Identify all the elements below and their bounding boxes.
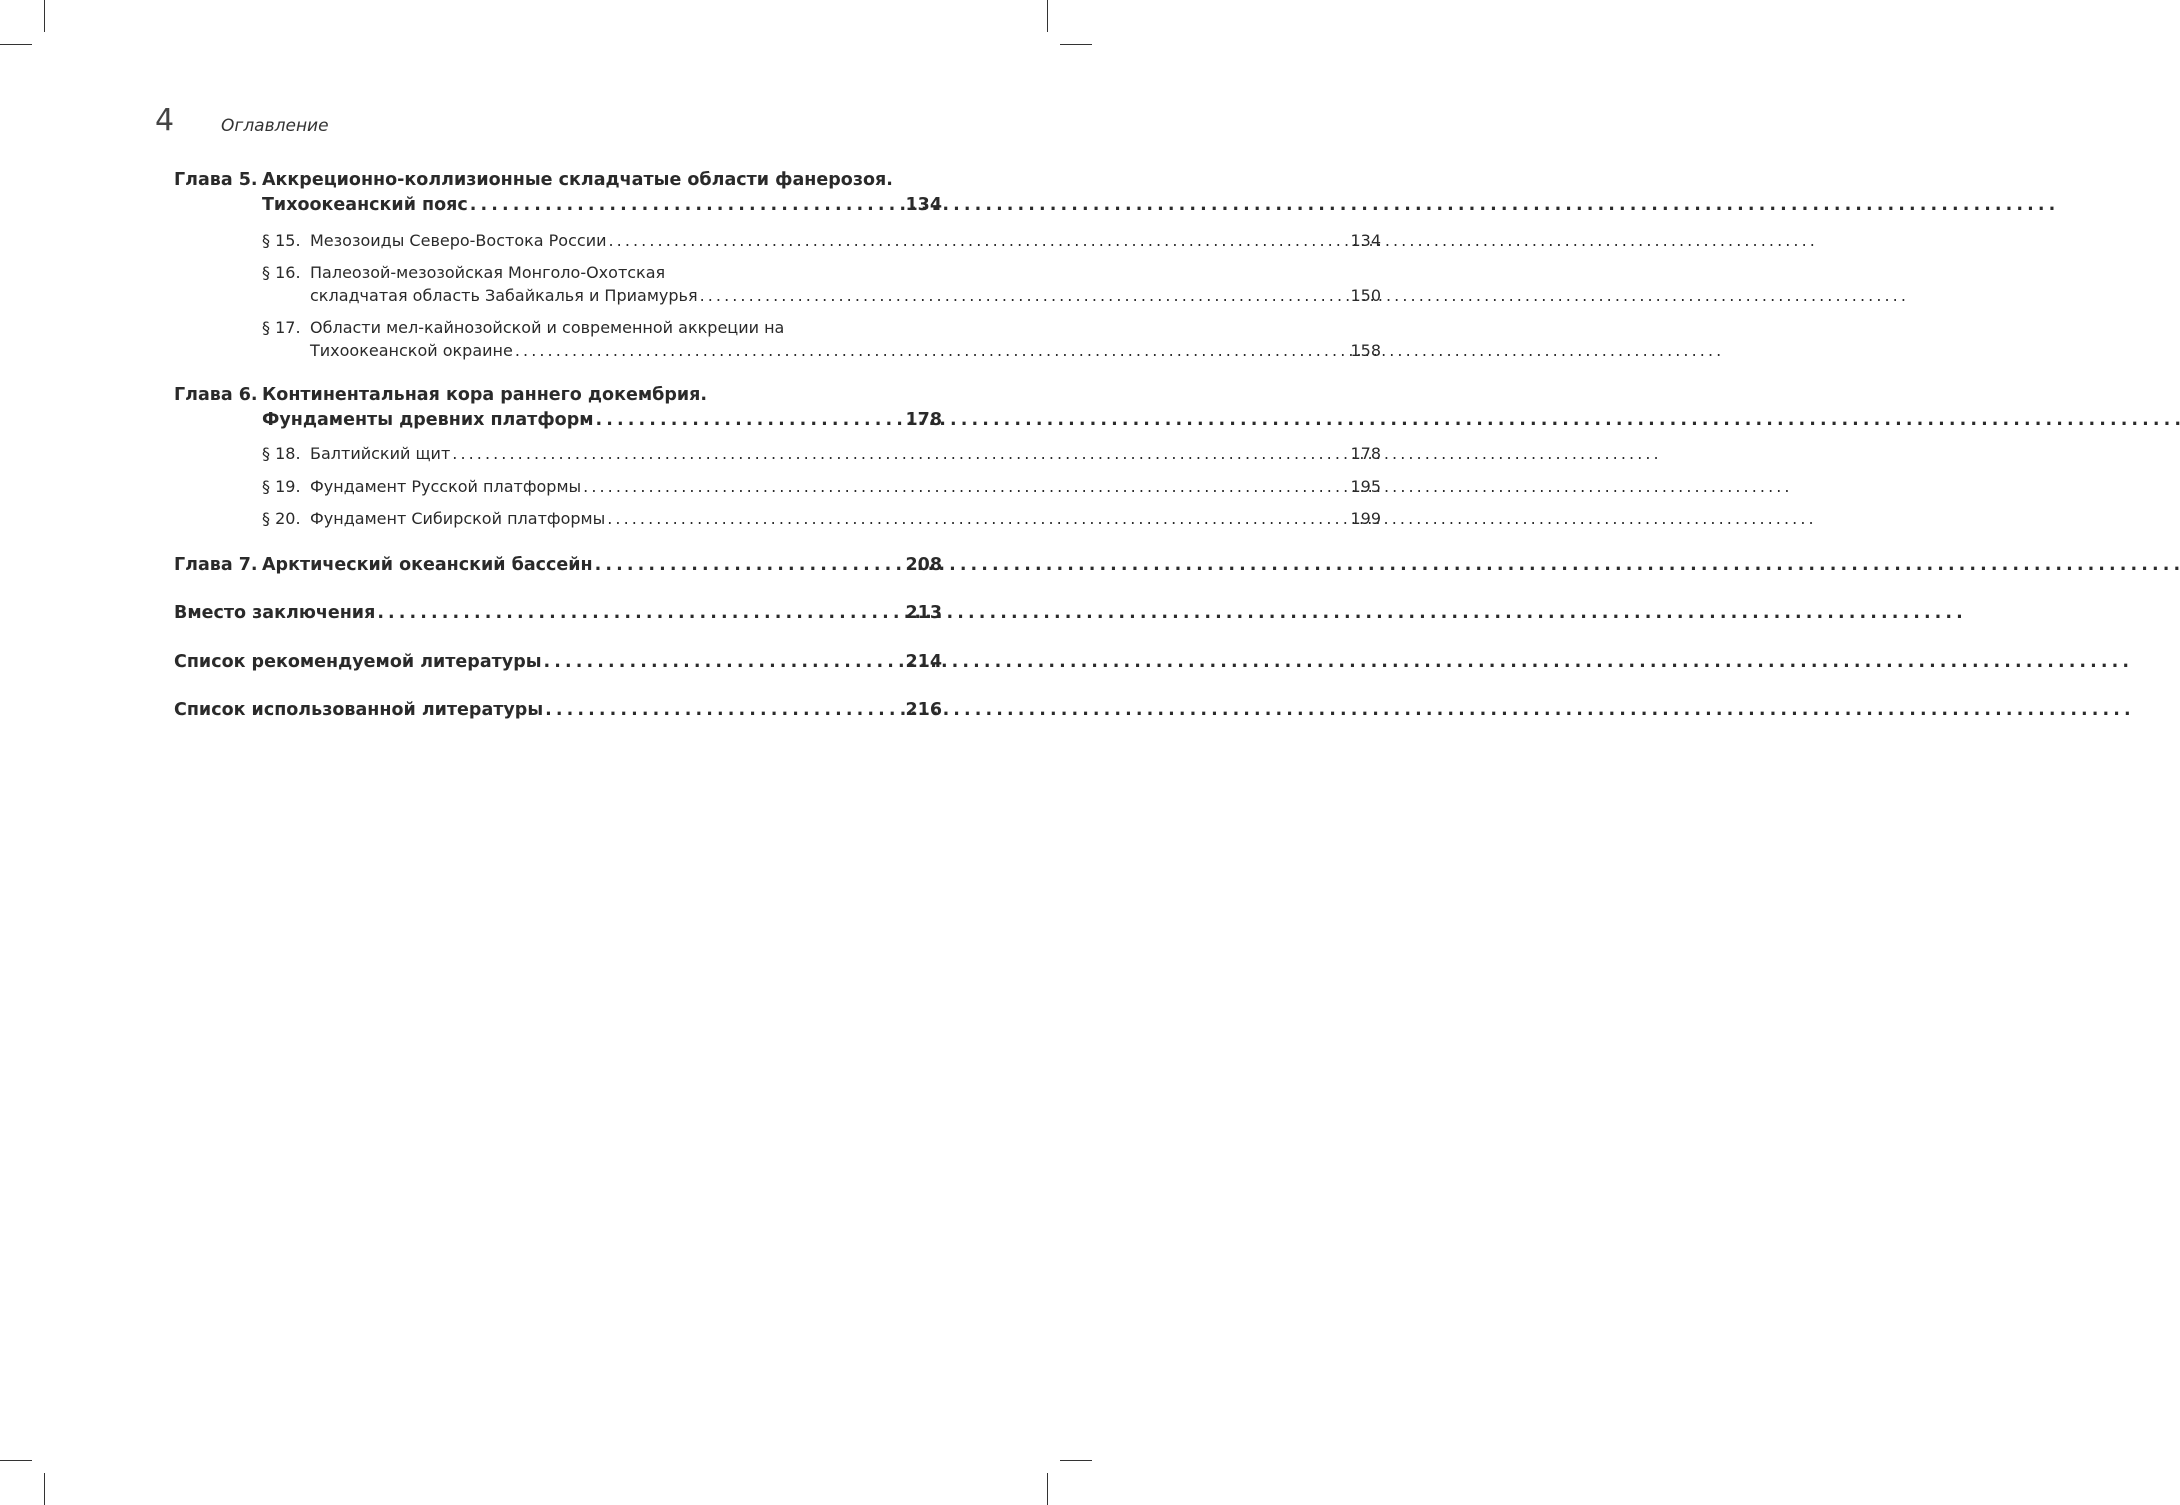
toc-chapter-6[interactable] — [174, 383, 942, 435]
toc-section-16[interactable] — [262, 261, 1381, 307]
entry-title: Вместо заключения — [174, 603, 376, 623]
dot-leader — [544, 650, 2129, 675]
chapter-label: Глава 6. — [174, 385, 258, 405]
dot-leader — [700, 284, 1905, 307]
crop-mark — [1060, 44, 1092, 45]
table-of-contents — [174, 168, 1381, 723]
crop-mark — [44, 0, 45, 32]
dot-leader — [377, 601, 1962, 626]
section-number: § 17. — [262, 318, 301, 337]
crop-mark — [0, 1460, 32, 1461]
toc-section-18[interactable] — [262, 442, 1381, 465]
page-number: 4 — [155, 103, 175, 138]
entry-title: Список использованной литературы — [174, 700, 544, 720]
page-ref: 213 — [905, 603, 942, 623]
chapter-title-line: Континентальная кора раннего докембрия. — [262, 385, 708, 405]
toc-section-19[interactable] — [262, 475, 1381, 498]
section-title: Палеозой-мезозойская Монголо-Охотская — [310, 263, 666, 282]
section-title: Фундамент Русской платформы — [310, 477, 582, 496]
page-ref: 134 — [905, 195, 942, 215]
toc-chapter-7[interactable] — [174, 553, 942, 578]
crop-mark — [1047, 0, 1048, 32]
page-ref: 178 — [1350, 444, 1381, 463]
dot-leader — [607, 507, 1812, 530]
entry-title: Список рекомендуемой литературы — [174, 652, 542, 672]
section-number: § 18. — [262, 444, 301, 463]
chapter-label: Глава 5. — [174, 170, 258, 190]
toc-section-17[interactable] — [262, 316, 1381, 362]
toc-recommended-literature[interactable] — [174, 650, 942, 675]
toc-section-15[interactable] — [262, 229, 1381, 252]
chapter-title-line: Тихоокеанский пояс — [262, 195, 468, 215]
running-title: Оглавление — [221, 116, 329, 136]
toc-section-20[interactable] — [262, 507, 1381, 530]
crop-mark — [1060, 1460, 1092, 1461]
dot-leader — [608, 229, 1813, 252]
dot-leader — [595, 553, 2180, 578]
crop-mark — [1047, 1473, 1048, 1505]
toc-conclusion[interactable] — [174, 601, 942, 626]
chapter-label: Глава 7. — [174, 555, 258, 575]
section-title: Области мел-кайнозойской и современной аккреции на — [310, 318, 785, 337]
dot-leader — [583, 475, 1788, 498]
chapter-title-line: Аккреционно-коллизионные складчатые области фанерозоя. — [262, 170, 893, 190]
crop-mark — [44, 1473, 45, 1505]
chapter-title: Арктический океанский бассейн — [262, 555, 593, 575]
crop-mark — [0, 44, 32, 45]
dot-leader — [452, 442, 1657, 465]
page-ref: 134 — [1350, 231, 1381, 250]
section-number: § 16. — [262, 263, 301, 282]
section-number: § 20. — [262, 509, 301, 528]
page-ref: 208 — [905, 555, 942, 575]
dot-leader — [596, 408, 2180, 433]
section-number: § 19. — [262, 477, 301, 496]
page-ref: 216 — [905, 700, 942, 720]
page-ref: 158 — [1350, 341, 1381, 360]
page-ref: 214 — [905, 652, 942, 672]
dot-leader — [545, 698, 2130, 723]
section-title: Балтийский щит — [310, 444, 451, 463]
section-title: складчатая область Забайкалья и Приамурья — [310, 286, 698, 305]
section-title: Мезозоиды Северо-Востока России — [310, 231, 607, 250]
dot-leader — [470, 193, 2055, 218]
page-ref: 195 — [1350, 477, 1381, 496]
section-title: Тихоокеанской окраине — [310, 341, 513, 360]
toc-used-literature[interactable] — [174, 698, 942, 723]
section-title: Фундамент Сибирской платформы — [310, 509, 606, 528]
toc-chapter-5[interactable] — [174, 168, 942, 220]
dot-leader — [515, 339, 1720, 362]
section-number: § 15. — [262, 231, 301, 250]
page-ref: 178 — [905, 410, 942, 430]
page-ref: 150 — [1350, 286, 1381, 305]
chapter-title-line: Фундаменты древних платформ — [262, 410, 594, 430]
page-ref: 199 — [1350, 509, 1381, 528]
